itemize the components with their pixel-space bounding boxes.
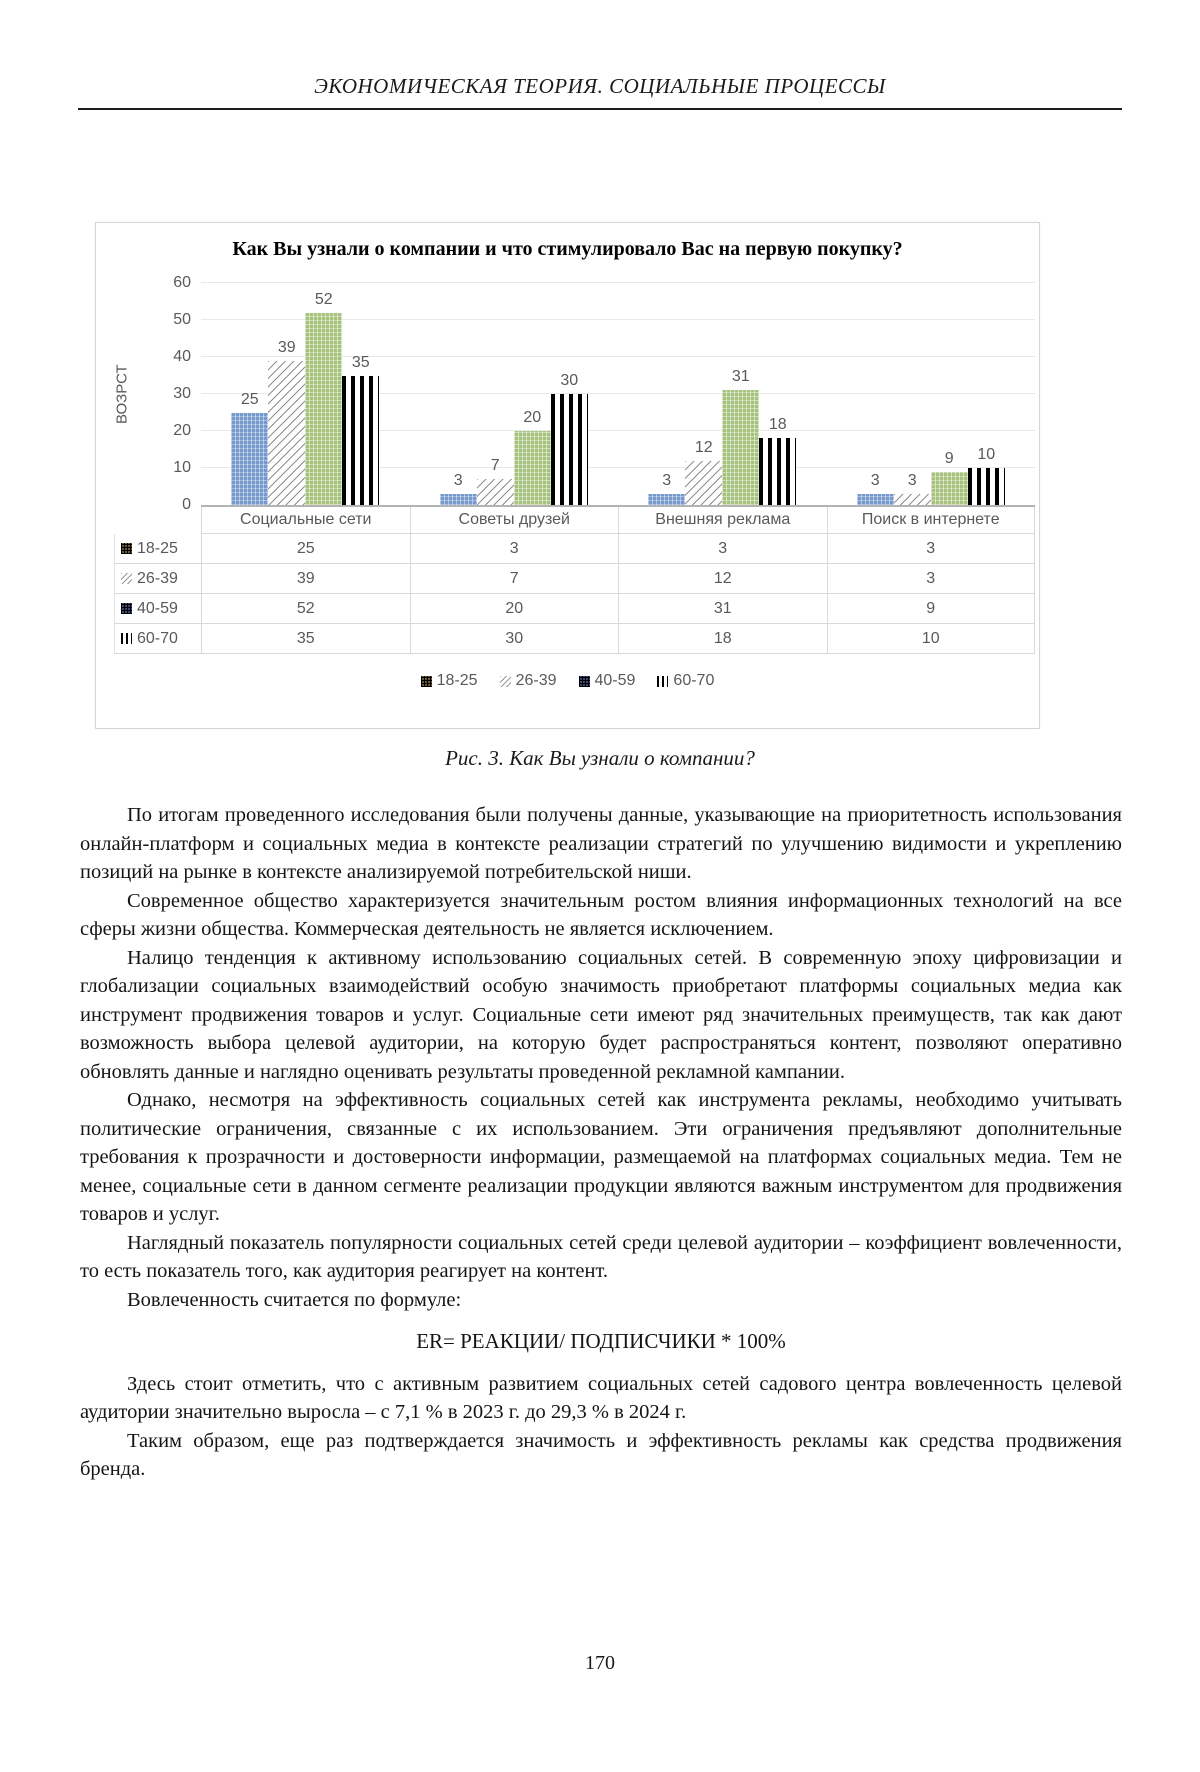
series-name: 26-39 <box>137 569 178 587</box>
legend-item <box>421 672 478 690</box>
table-value-cell: 31 <box>618 594 827 624</box>
bar <box>514 409 551 505</box>
bar-fill <box>440 494 477 505</box>
table-value-cell: 3 <box>618 534 827 564</box>
bar-value-label: 31 <box>731 368 750 386</box>
legend-item <box>579 672 636 690</box>
paragraph: Наглядный показатель популярности социальных сетей среди целевой аудитории – коэффициент вовлеченности, то есть показатель того, как аудитория реагирует на контент. <box>80 1231 1122 1282</box>
paragraph: По итогам проведенного исследования были получены данные, указывающие на приоритетность использования онлайн-платформ и социальных медиа в контексте реализации стратегий по улучшению видимости и укреплению позиций на рынке в контексте анализируемой потребительской ниши. <box>80 804 1122 883</box>
y-axis-title: ВОЗРСТ <box>113 364 131 424</box>
series-swatch-icon <box>121 603 132 614</box>
table-value-cell: 3 <box>827 564 1036 594</box>
series-row-header <box>114 624 201 654</box>
bar-value-label: 10 <box>977 446 996 463</box>
y-tick-label: 50 <box>173 311 191 328</box>
category-header-cell: Внешняя реклама <box>618 507 827 534</box>
legend-item <box>657 672 714 690</box>
bar <box>931 449 968 505</box>
series-name: 40-59 <box>137 599 178 617</box>
journal-header: ЭКОНОМИЧЕСКАЯ ТЕОРИЯ. СОЦИАЛЬНЫЕ ПРОЦЕССЫ <box>78 74 1122 110</box>
bar-value-label: 3 <box>453 471 463 489</box>
legend-label: 26-39 <box>515 672 557 689</box>
table-value-cell: 9 <box>827 594 1036 624</box>
chart-data-table <box>114 507 1035 654</box>
table-value-cell: 25 <box>201 534 410 564</box>
paragraph: Современное общество характеризуется значительным ростом влияния информационных технологий на все сферы жизни общества. Коммерческая деятельность не является исключением. <box>80 889 1122 940</box>
bar-group <box>618 283 827 505</box>
bar <box>894 471 931 505</box>
bar-value-label: 12 <box>694 438 713 456</box>
bar-fill <box>477 479 514 505</box>
bar-fill <box>685 461 722 505</box>
y-axis-zone <box>113 274 201 513</box>
page-number: 170 <box>585 1652 615 1674</box>
bar <box>648 471 685 505</box>
bar-value-label: 35 <box>351 353 370 371</box>
series-row-header <box>114 594 201 624</box>
legend-swatch-icon <box>421 676 432 687</box>
bar <box>968 446 1005 505</box>
paragraph: Налицо тенденция к активному использованию социальных сетей. В современную эпоху цифровизации и глобализации социальных взаимодействий особую значимость приобретают платформы социальных медиа как инструмент продвижения товаров и услуг. Социальные сети имеют ряд значительных преимуществ, так как дают возможность выбора целевой аудитории, на которую будет распространяться контент, позволяют оперативно обновлять данные и наглядно оценивать результаты проведенной рекламной кампании. <box>80 946 1122 1083</box>
table-value-cell: 7 <box>410 564 619 594</box>
bar <box>685 438 722 505</box>
formula: ER= РЕАКЦИИ/ ПОДПИСЧИКИ * 100% <box>416 1329 786 1353</box>
bar-fill <box>894 494 931 505</box>
table-value-cell: 12 <box>618 564 827 594</box>
y-tick-label: 0 <box>182 496 191 513</box>
paragraph: Здесь стоит отметить, что с активным развитием социальных сетей садового центра вовлеченность целевой аудитории значительно выросла – с 7,1 % в 2023 г. до 29,3 % в 2024 г. <box>80 1372 1122 1423</box>
paragraph: Вовлеченность считается по формуле: <box>127 1288 462 1311</box>
legend-item <box>500 672 557 690</box>
grid-line <box>201 282 1035 283</box>
category-header-cell: Советы друзей <box>410 507 619 534</box>
table-value-cell: 18 <box>618 624 827 654</box>
bar-fill <box>514 431 551 505</box>
bar <box>231 390 268 506</box>
bar-group <box>201 283 410 505</box>
bar-group <box>410 283 619 505</box>
bar-value-label: 52 <box>314 290 333 308</box>
bar <box>477 457 514 505</box>
series-row-header <box>114 534 201 564</box>
series-swatch-icon <box>121 573 132 584</box>
bar-value-label: 30 <box>560 372 579 389</box>
legend-swatch-icon <box>657 676 668 687</box>
chart-plot-row <box>113 274 1035 513</box>
legend-swatch-icon <box>579 676 590 687</box>
y-tick-label: 60 <box>173 274 191 291</box>
bar <box>551 372 588 505</box>
bar-fill <box>759 438 796 505</box>
series-swatch-icon <box>121 633 132 644</box>
bar-fill <box>722 390 759 505</box>
bar-fill <box>857 494 894 505</box>
series-row-header <box>114 564 201 594</box>
bar <box>759 416 796 505</box>
table-value-cell: 10 <box>827 624 1036 654</box>
legend-swatch-icon <box>500 676 511 687</box>
article-body <box>80 801 1122 1484</box>
bar <box>857 471 894 505</box>
chart-container <box>95 222 1040 729</box>
series-swatch-icon <box>121 543 132 554</box>
y-tick-label: 10 <box>173 459 191 476</box>
table-value-cell: 39 <box>201 564 410 594</box>
series-name: 60-70 <box>137 629 178 647</box>
bar-value-label: 7 <box>490 457 500 475</box>
bar-value-label: 3 <box>870 471 880 489</box>
series-name: 18-25 <box>137 539 178 557</box>
bar-fill <box>931 472 968 505</box>
figure-caption: Рис. 3. Как Вы узнали о компании? <box>445 746 755 770</box>
table-value-cell: 3 <box>410 534 619 564</box>
bar <box>440 471 477 505</box>
bar-fill <box>968 468 1005 505</box>
bar <box>342 353 379 506</box>
journal-page <box>0 74 1200 1772</box>
chart-legend <box>96 672 1039 690</box>
bar-fill <box>231 413 268 506</box>
legend-label: 60-70 <box>673 672 715 689</box>
table-value-cell: 30 <box>410 624 619 654</box>
category-header-cell: Поиск в интернете <box>827 507 1036 534</box>
table-value-cell: 52 <box>201 594 410 624</box>
bar-value-label: 20 <box>523 409 542 426</box>
bar <box>722 368 759 505</box>
y-tick-label: 40 <box>173 348 191 365</box>
bar-fill <box>342 376 379 506</box>
bar-value-label: 3 <box>662 471 672 489</box>
y-tick-label: 30 <box>173 385 191 402</box>
legend-label: 40-59 <box>594 672 636 689</box>
bar-value-label: 25 <box>240 390 259 408</box>
table-value-cell: 3 <box>827 534 1036 564</box>
y-tick-label: 20 <box>173 422 191 439</box>
category-header-cell: Социальные сети <box>201 507 410 534</box>
bar-group <box>827 283 1036 505</box>
chart-title: Как Вы узнали о компании и что стимулировало Вас на первую покупку? <box>232 238 903 260</box>
table-value-cell: 35 <box>201 624 410 654</box>
bar-value-label: 3 <box>907 471 917 489</box>
paragraph: Таким образом, еще раз подтверждается значимость и эффективность рекламы как средства продвижения бренда. <box>80 1429 1122 1480</box>
bar-fill <box>268 361 305 505</box>
bar-fill <box>305 313 342 505</box>
bar-fill <box>648 494 685 505</box>
bar-value-label: 39 <box>277 338 296 356</box>
table-value-cell: 20 <box>410 594 619 624</box>
bar-value-label: 18 <box>768 416 787 434</box>
bar <box>305 290 342 505</box>
paragraph: Однако, несмотря на эффективность социальных сетей как инструмента рекламы, необходимо учитывать политические ограничения, связанные с их использованием. Эти ограничения предъявляют дополнительные требования к прозрачности и достоверности информации, размещаемой на платформах социальных медиа. Тем не менее, социальные сети в данном сегменте реализации продукции являются важным инструментом для продвижения товаров и услуг. <box>80 1089 1122 1225</box>
legend-label: 18-25 <box>436 672 478 689</box>
bar-fill <box>551 394 588 505</box>
bar <box>268 338 305 505</box>
bar-value-label: 9 <box>944 449 954 467</box>
plot-area <box>201 283 1035 507</box>
